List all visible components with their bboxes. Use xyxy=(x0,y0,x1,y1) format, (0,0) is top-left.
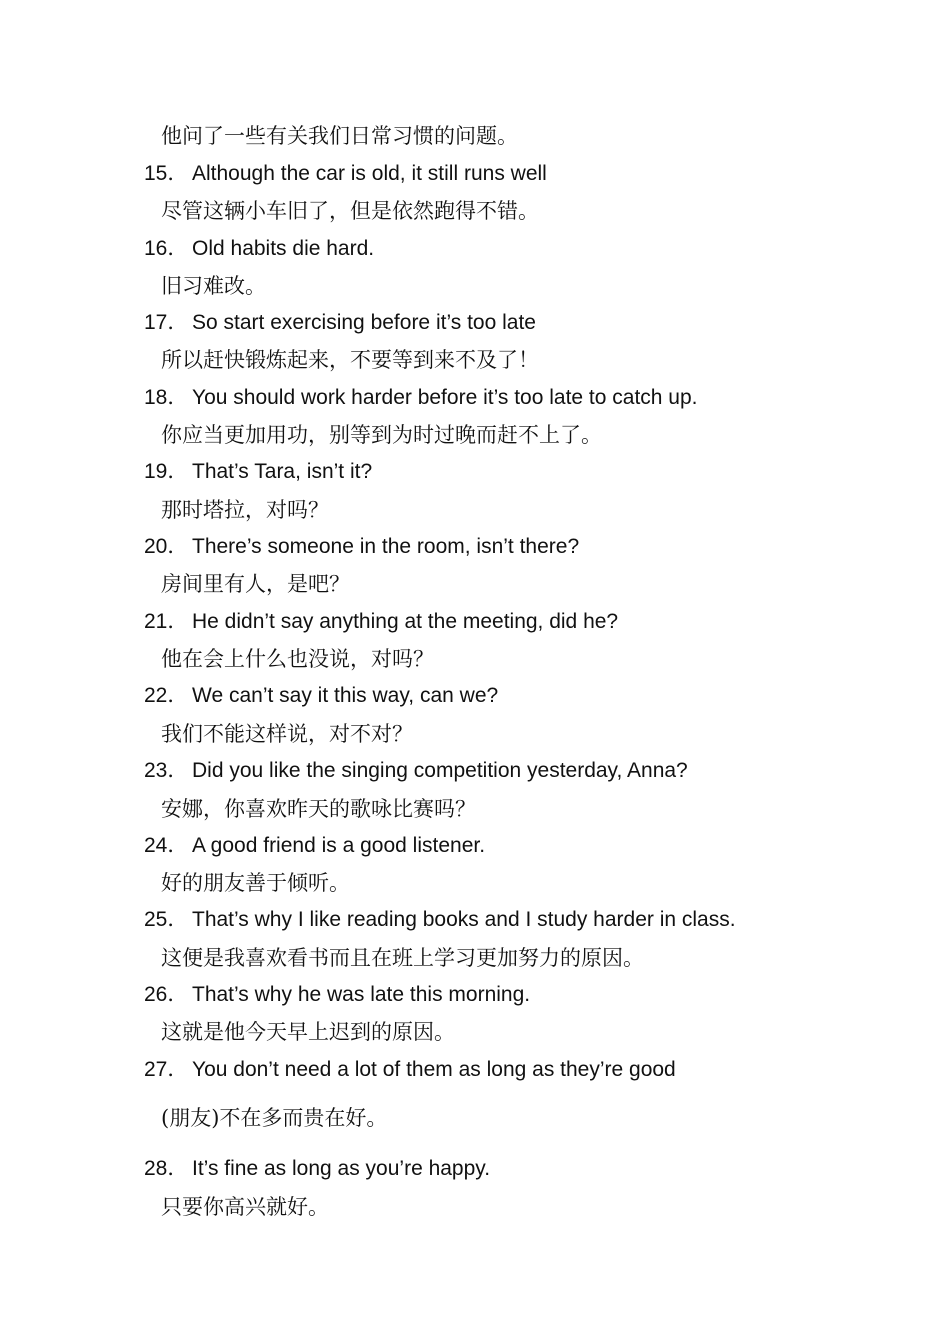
english-sentence: You don’t need a lot of them as long as they’re good xyxy=(192,1058,676,1081)
item-number: 27． xyxy=(144,1058,189,1081)
english-sentence: That’s why I like reading books and I study harder in class. xyxy=(192,908,736,931)
item-number: 25． xyxy=(144,908,189,931)
sentence-27 xyxy=(144,1056,676,1084)
english-sentence: That’s Tara, isn’t it? xyxy=(192,460,373,483)
english-sentence: Did you like the singing competition yesterday, Anna? xyxy=(192,759,688,782)
translation-line: 好的朋友善于倾听。 xyxy=(161,871,350,895)
translation-line: 你应当更加用功，别等到为时过晚而赶不上了。 xyxy=(161,423,602,447)
item-number: 22． xyxy=(144,684,189,707)
item-number: 28． xyxy=(144,1157,189,1180)
translation-line: 我们不能这样说，对不对？ xyxy=(161,722,413,746)
item-number: 24． xyxy=(144,834,189,857)
translation-line: 所以赶快锻炼起来，不要等到来不及了！ xyxy=(161,348,539,372)
english-sentence: There’s someone in the room, isn’t there? xyxy=(192,535,580,558)
sentence-20 xyxy=(144,533,579,561)
sentence-23 xyxy=(144,757,688,785)
item-number: 17． xyxy=(144,311,189,334)
english-sentence: It’s fine as long as you’re happy. xyxy=(192,1157,491,1180)
item-number: 15． xyxy=(144,162,189,185)
english-sentence: He didn’t say anything at the meeting, did he? xyxy=(192,610,619,633)
sentence-17 xyxy=(144,309,536,337)
translation-line: 这便是我喜欢看书而且在班上学习更加努力的原因。 xyxy=(161,946,644,970)
translation-line: (朋友)不在多而贵在好。 xyxy=(161,1106,388,1130)
item-number: 19． xyxy=(144,460,189,483)
sentence-25 xyxy=(144,906,736,934)
sentence-16 xyxy=(144,235,374,263)
item-number: 21． xyxy=(144,610,189,633)
translation-line: 尽管这辆小车旧了，但是依然跑得不错。 xyxy=(161,199,539,223)
translation-line: 他问了一些有关我们日常习惯的问题。 xyxy=(161,124,518,148)
english-sentence: A good friend is a good listener. xyxy=(192,834,486,857)
item-number: 18． xyxy=(144,386,189,409)
translation-line: 只要你高兴就好。 xyxy=(161,1195,329,1219)
translation-line: 那时塔拉，对吗？ xyxy=(161,498,329,522)
item-number: 23． xyxy=(144,759,189,782)
sentence-28 xyxy=(144,1155,490,1183)
translation-line: 这就是他今天早上迟到的原因。 xyxy=(161,1020,455,1044)
translation-line: 旧习难改。 xyxy=(161,274,266,298)
translation-line: 房间里有人，是吧？ xyxy=(161,572,350,596)
translation-line: 安娜，你喜欢昨天的歌咏比赛吗？ xyxy=(161,797,476,821)
sentence-24 xyxy=(144,832,485,860)
sentence-21 xyxy=(144,608,618,636)
item-number: 26． xyxy=(144,983,189,1006)
translation-line: 他在会上什么也没说，对吗？ xyxy=(161,647,434,671)
sentence-22 xyxy=(144,682,498,710)
english-sentence: So start exercising before it’s too late xyxy=(192,311,536,334)
english-sentence: We can’t say it this way, can we? xyxy=(192,684,499,707)
english-sentence: Although the car is old, it still runs well xyxy=(192,162,547,185)
english-sentence: You should work harder before it’s too late to catch up. xyxy=(192,386,698,409)
english-sentence: That’s why he was late this morning. xyxy=(192,983,531,1006)
item-number: 16． xyxy=(144,237,189,260)
sentence-19 xyxy=(144,458,372,486)
sentence-18 xyxy=(144,384,698,412)
sentence-15 xyxy=(144,160,547,188)
sentence-26 xyxy=(144,981,530,1009)
english-sentence: Old habits die hard. xyxy=(192,237,375,260)
item-number: 20． xyxy=(144,535,189,558)
